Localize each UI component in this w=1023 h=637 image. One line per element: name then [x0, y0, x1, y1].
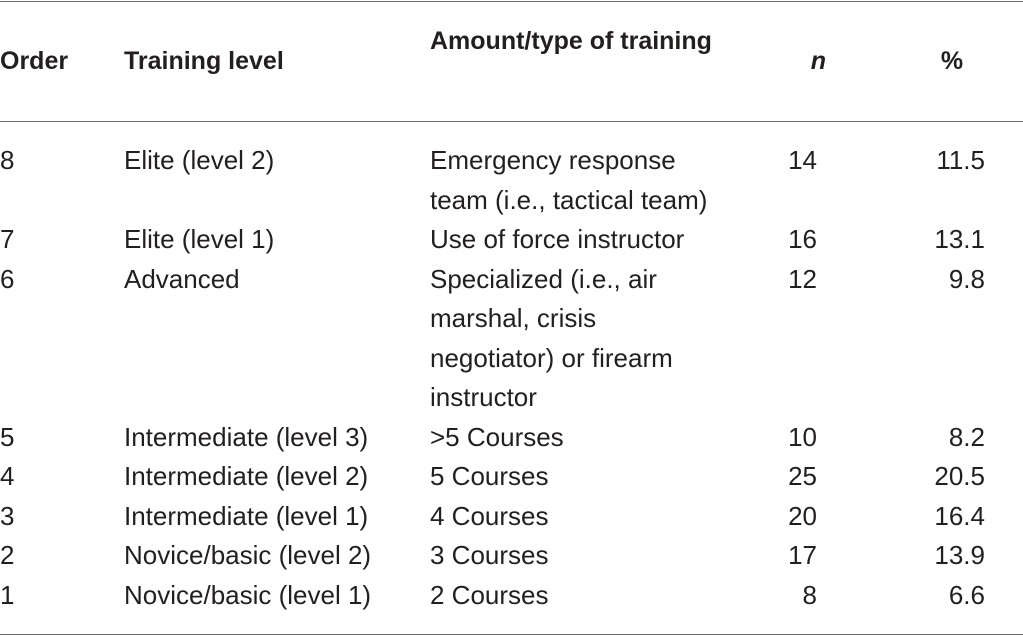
table-row [0, 418, 1023, 458]
cell-order: 1 [0, 579, 15, 610]
table-header-rule [0, 121, 1023, 122]
cell-training-level: Novice/basic (level 2) [124, 540, 372, 570]
cell-percent: 8.2 [948, 421, 985, 452]
cell-percent: 20.5 [934, 461, 985, 491]
table-row [0, 260, 1023, 418]
cell-training-level: Intermediate (level 3) [124, 421, 369, 452]
cell-order: 4 [0, 461, 15, 491]
table-row [0, 457, 1023, 497]
cell-amount-type: 3 Courses [430, 540, 549, 570]
cell-amount-type: Specialized (i.e., air marshal, crisis negotiator) or firearm instructor [430, 263, 673, 412]
header-n: n [810, 47, 826, 75]
table-bottom-rule [0, 634, 1023, 635]
cell-percent: 13.1 [934, 224, 985, 254]
cell-n: 17 [788, 540, 817, 570]
table-row [0, 497, 1023, 537]
cell-amount-type: Use of force instructor [430, 224, 685, 254]
cell-order: 8 [0, 145, 15, 175]
table-row [0, 536, 1023, 576]
cell-n: 8 [802, 579, 817, 610]
cell-amount-type: 2 Courses [430, 579, 549, 610]
cell-training-level: Elite (level 2) [124, 145, 275, 175]
cell-training-level: Advanced [124, 263, 240, 294]
cell-training-level: Intermediate (level 1) [124, 500, 369, 531]
header-training-level: Training level [124, 47, 284, 75]
cell-order: 2 [0, 540, 15, 570]
cell-amount-type: 4 Courses [430, 500, 549, 531]
cell-percent: 6.6 [948, 579, 985, 610]
cell-order: 3 [0, 500, 15, 531]
cell-order: 5 [0, 421, 15, 452]
header-percent: % [940, 47, 964, 75]
header-amount-type: Amount/type of training [430, 27, 712, 55]
cell-training-level: Intermediate (level 2) [124, 461, 369, 491]
cell-n: 14 [788, 145, 817, 175]
table-row [0, 576, 1023, 616]
table-header [0, 22, 1023, 112]
cell-percent: 13.9 [934, 540, 985, 570]
table-row [0, 141, 1023, 220]
cell-percent: 9.8 [948, 263, 985, 294]
cell-n: 25 [788, 461, 817, 491]
cell-training-level: Elite (level 1) [124, 224, 275, 254]
cell-n: 10 [788, 421, 817, 452]
cell-training-level: Novice/basic (level 1) [124, 579, 372, 610]
cell-amount-type: 5 Courses [430, 461, 549, 491]
cell-n: 16 [788, 224, 817, 254]
cell-order: 6 [0, 263, 15, 294]
cell-n: 12 [788, 263, 817, 294]
cell-percent: 16.4 [934, 500, 985, 531]
cell-n: 20 [788, 500, 817, 531]
cell-amount-type: Emergency response team (i.e., tactical team) [430, 145, 708, 215]
cell-order: 7 [0, 224, 15, 254]
table-body [0, 141, 1023, 615]
header-order: Order [0, 47, 69, 75]
cell-percent: 11.5 [936, 145, 985, 175]
cell-amount-type: >5 Courses [430, 421, 564, 452]
table-row [0, 220, 1023, 260]
table-top-rule [0, 1, 1023, 2]
